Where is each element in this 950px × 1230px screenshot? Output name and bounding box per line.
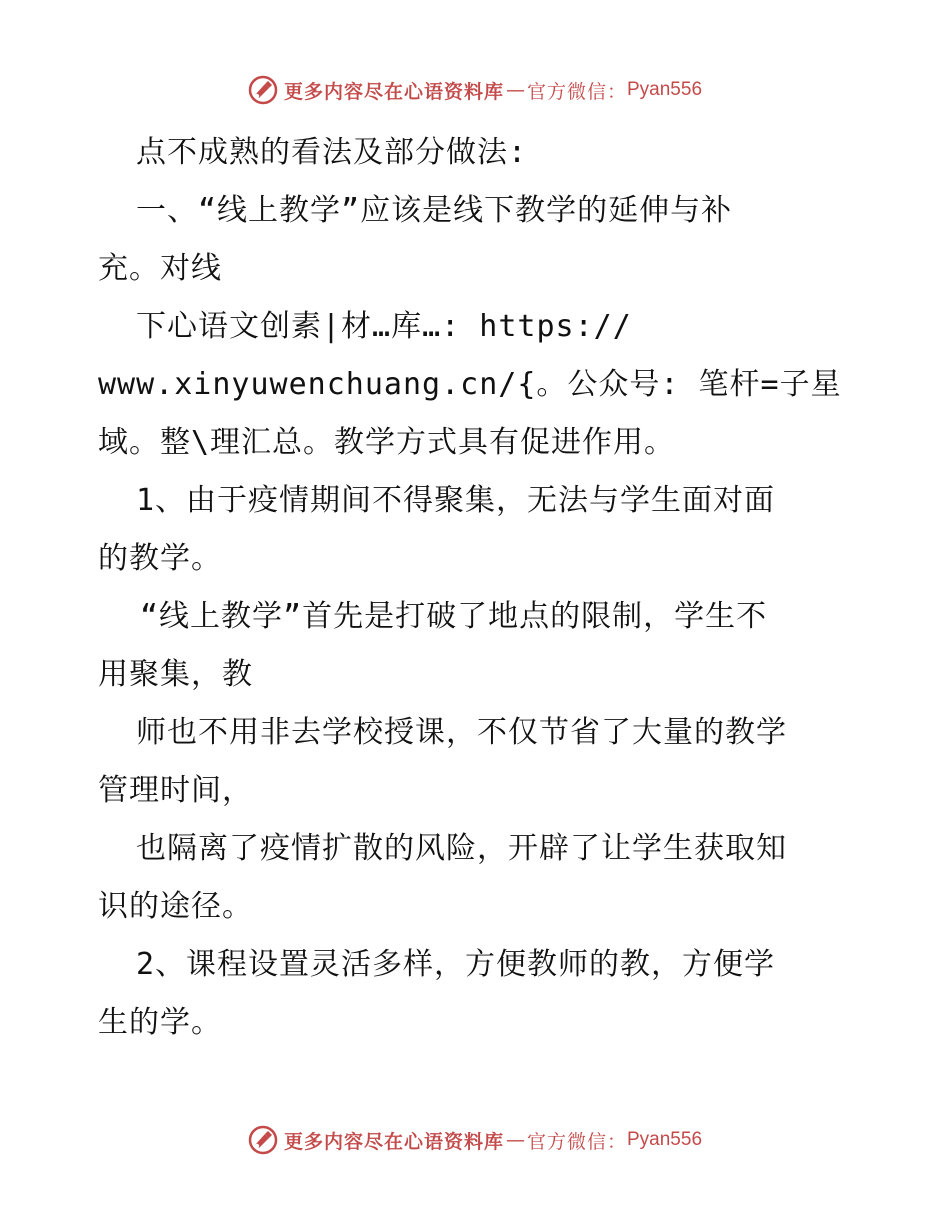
banner-wechat-id: Pyan556 — [627, 79, 703, 100]
text-line: 域。整\理汇总。教学方式具有促进作用。 — [98, 425, 676, 460]
banner-dash: — — [505, 1129, 525, 1151]
text-line: 生的学。 — [98, 1005, 222, 1040]
pen-nib-logo-icon — [248, 75, 278, 105]
text-line: 识的途径。 — [98, 889, 253, 924]
banner-dash: — — [505, 79, 525, 101]
text-line: 用聚集，教 — [98, 657, 253, 692]
text-line: www.xinyuwenchuang.cn/{。公众号: 笔杆=子星 — [98, 367, 842, 402]
text-line: 1、由于疫情期间不得聚集，无法与学生面对面 — [136, 483, 776, 518]
text-line: “线上教学”首先是打破了地点的限制，学生不 — [140, 599, 768, 634]
footer-banner — [0, 1120, 950, 1160]
document-body — [98, 124, 858, 1052]
text-line: 一、“线上教学”应该是线下教学的延伸与补 — [136, 193, 733, 228]
banner-site-text: 更多内容尽在心语资料库 — [283, 80, 504, 103]
text-line: 师也不用非去学校授课，不仅节省了大量的教学 — [136, 715, 787, 750]
banner-wechat-id: Pyan556 — [627, 1129, 703, 1150]
text-line: 点不成熟的看法及部分做法: — [136, 135, 528, 170]
banner-wechat-label: 官方微信： — [526, 80, 627, 103]
pen-nib-logo-icon — [248, 1125, 278, 1155]
text-line: 也隔离了疫情扩散的风险，开辟了让学生获取知 — [136, 831, 787, 866]
text-line: 的教学。 — [98, 541, 222, 576]
text-line: 管理时间， — [98, 773, 253, 808]
banner-site-text: 更多内容尽在心语资料库 — [283, 1130, 504, 1153]
header-banner — [0, 70, 950, 110]
banner-wechat-label: 官方微信： — [526, 1130, 627, 1153]
text-line: 下心语文创素|材…库…: https:// — [136, 309, 632, 344]
text-line: 充。对线 — [98, 251, 222, 286]
text-line: 2、课程设置灵活多样，方便教师的教，方便学 — [136, 947, 776, 982]
